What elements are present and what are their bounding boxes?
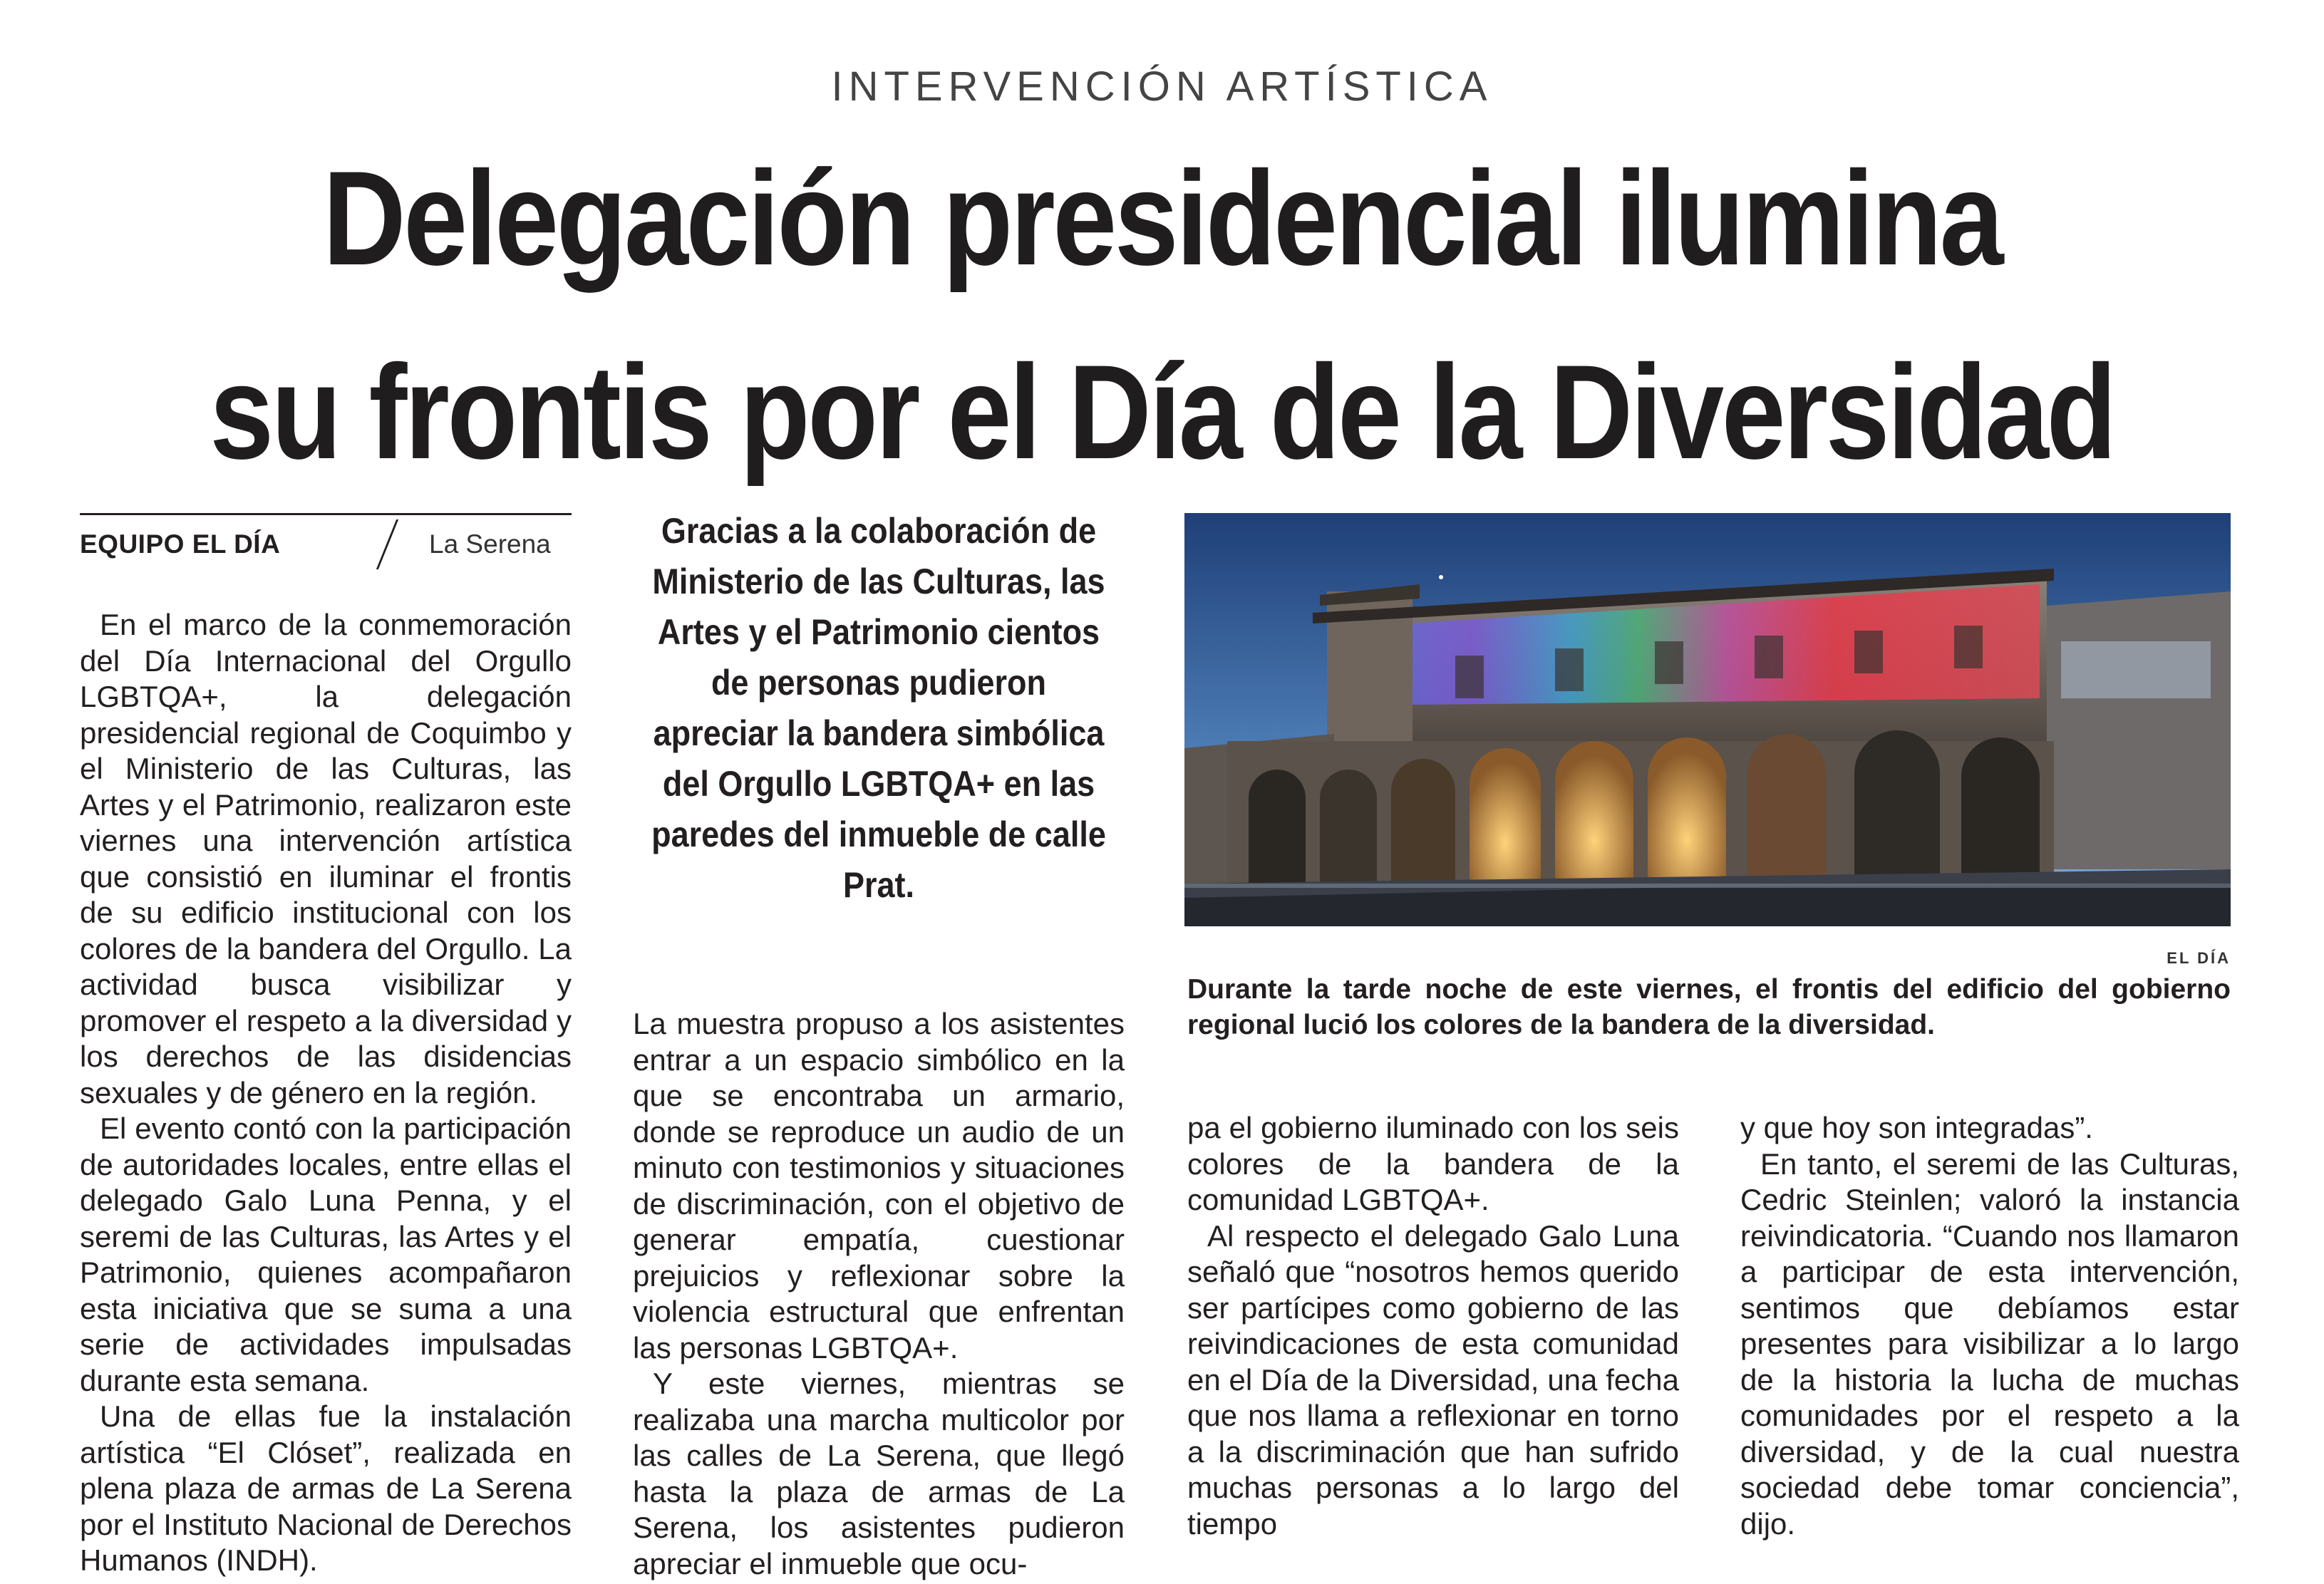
body-column-3 [1187,1110,1679,1542]
byline-author: EQUIPO EL DÍA [80,529,281,559]
pull-quote: Gracias a la colaboración de Ministerio de las Culturas, las Artes y el Patrimonio cientos de personas pudieron apreciar la bandera simbólica del Orgullo LGBTQA+ en las paredes del inmueble de calle Prat. [651,511,1106,905]
headline-line-1: Delegación presidencial ilumina [322,143,2002,293]
headline-line-2: su frontis por el Día de la Diversidad [210,337,2114,487]
byline-separator [376,519,398,569]
section-label: INTERVENCIÓN ARTÍSTICA [831,63,1493,110]
paragraph: Y este viernes, mientras se realizaba una marcha multicolor por las calles de La Serena, que llegó hasta la plaza de armas de La Serena, los asistentes pudieron apreciar el inmueble que ocu- [633,1367,1125,1580]
paragraph: En el marco de la conmemoración del Día Internacional del Orgullo LGBTQA+, la delegación presidencial regional de Coquimbo y el Ministerio de las Culturas, las Artes y el Patrimonio, realizaron este viernes una intervención artística que consistió en iluminar el frontis de su edificio institucional con los colores de la bandera del Orgullo. La actividad busca visibilizar y promover el respeto a la diversidad y los derechos de las disidencias sexuales y de género en la región. [80,608,572,1109]
paragraph: En tanto, el seremi de las Culturas, Cedric Steinlen; valoró la instancia reivindicatoria. “Cuando nos llamaron a participar de esta intervención, sentimos que debíamos estar presentes para visibilizar a lo largo de la historia la lucha de muchas comunidades por el respeto a la diversidad, y de la cual nuestra sociedad debe tomar conciencia”, dijo. [1740,1146,2239,1541]
photo-caption: Durante la tarde noche de este viernes, el frontis del edificio del gobierno regional lució los colores de la bandera de la diversidad. [1187,974,2231,1040]
article-photo [1184,513,2231,926]
paragraph: La muestra propuso a los asistentes entrar a un espacio simbólico en la que se encontraba un armario, donde se reproduce un audio de un minuto con testimonios y situaciones de discriminación, con el objetivo de generar empatía, cuestionar prejuicios y reflexionar sobre la violencia estructural que enfrentan las personas LGBTQA+. [633,1007,1125,1365]
paragraph: pa el gobierno iluminado con los seis colores de la bandera de la comunidad LGBTQA+. [1187,1111,1679,1216]
paragraph: y que hoy son integradas”. [1740,1111,2093,1144]
body-column-2 [633,1006,1125,1582]
paragraph: Una de ellas fue la instalación artística “El Clóset”, realizada en plena plaza de armas de La Serena por el Instituto Nacional de Derechos Humanos (INDH). [80,1399,572,1577]
paragraph: Al respecto el delegado Galo Luna señaló que “nosotros hemos querido ser partícipes como gobierno de las reivindicaciones de esta comunidad en el Día de la Diversidad, una fecha que nos llama a reflexionar en torno a la discriminación que han sufrido muchas personas a lo largo del tiempo [1187,1218,1679,1541]
paragraph: El evento contó con la participación de autoridades locales, entre ellas el delegado Galo Luna Penna, y el seremi de las Culturas, las Artes y el Patrimonio, quienes acompañaron esta iniciativa que se suma a una serie de actividades impulsadas durante esta semana. [80,1112,572,1397]
building-illustration [1184,513,2231,926]
body-column-1 [80,607,572,1579]
photo-credit: EL DÍA [2167,949,2231,967]
headline [162,121,2161,509]
byline [80,513,572,569]
byline-location: La Serena [429,529,551,559]
body-column-4 [1740,1110,2239,1542]
